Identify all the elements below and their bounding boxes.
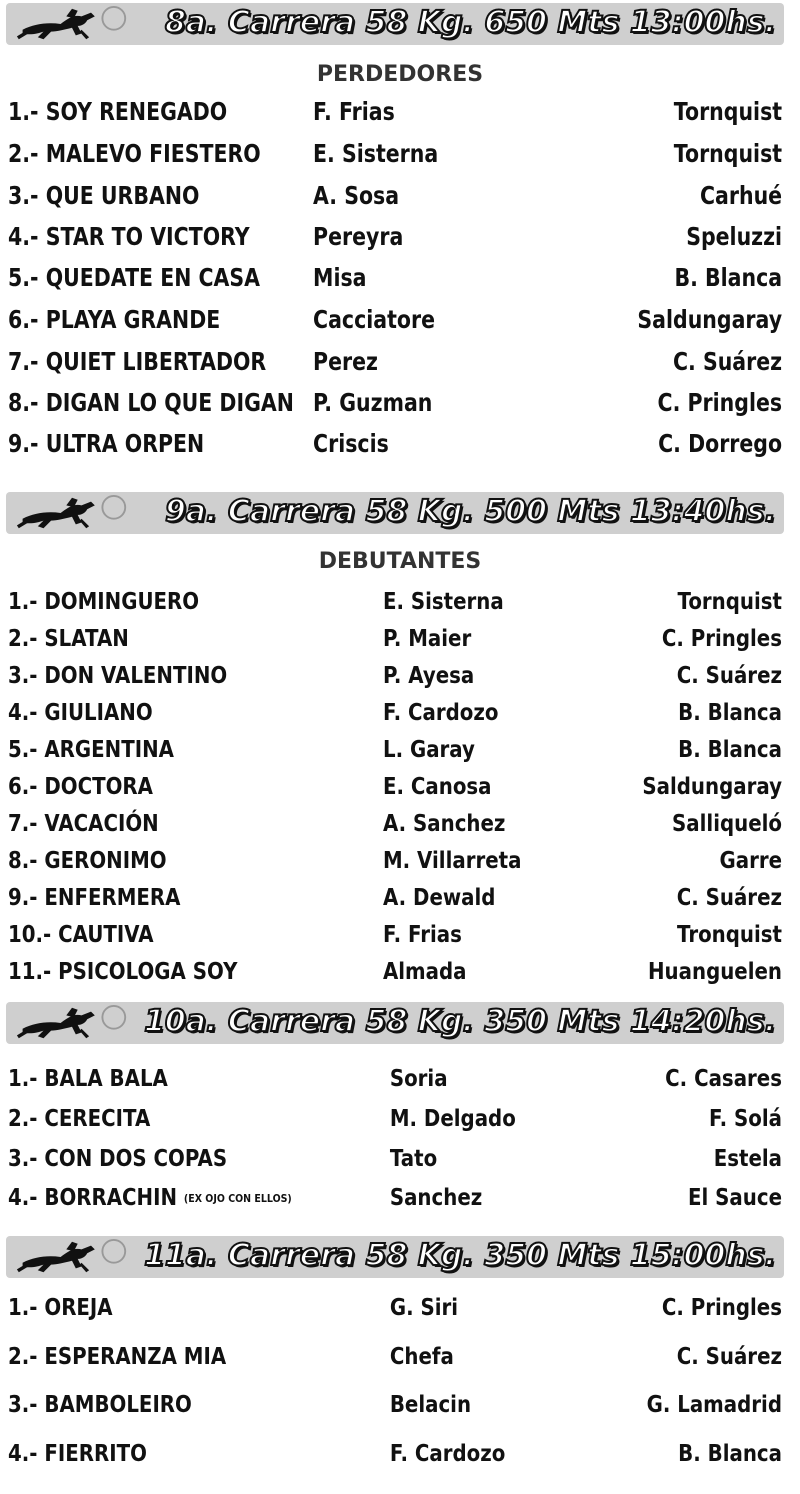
race-11-title: 11a. Carrera 58 Kg. 350 Mts 15:00hs. bbox=[144, 1238, 776, 1273]
race-8-title: 8a. Carrera 58 Kg. 650 Mts 13:00hs. bbox=[164, 5, 776, 40]
town-name: Tornquist bbox=[673, 139, 783, 168]
race-9-entry-4 bbox=[8, 700, 782, 740]
jockey-name: L. Garay bbox=[382, 737, 475, 763]
race-9-entry-7 bbox=[8, 811, 782, 851]
race-10-entry-4 bbox=[8, 1185, 782, 1225]
horse-name: 4.- GIULIANO bbox=[8, 700, 153, 726]
horse-name: 2.- SLATAN bbox=[8, 626, 129, 652]
horse-name: 1.- DOMINGUERO bbox=[8, 589, 200, 615]
town-name: C. Suárez bbox=[676, 1344, 782, 1370]
jockey-name: Almada bbox=[382, 959, 467, 985]
horse-name: 1.- BALA BALA bbox=[8, 1066, 168, 1092]
town-name: Huanguelen bbox=[648, 959, 782, 985]
jockey-name: Pereyra bbox=[313, 222, 404, 251]
horse-name: 2.- MALEVO FIESTERO bbox=[8, 139, 261, 168]
town-name: C. Pringles bbox=[661, 1295, 782, 1321]
town-name: B. Blanca bbox=[674, 263, 783, 292]
race-11-entry-3 bbox=[8, 1392, 782, 1432]
jockey-name: Criscis bbox=[313, 429, 389, 458]
race-10-title: 10a. Carrera 58 Kg. 350 Mts 14:20hs. bbox=[144, 1004, 776, 1039]
racehorse-icon bbox=[12, 494, 132, 532]
race-8-entry-5 bbox=[8, 263, 782, 303]
race-8-entry-4 bbox=[8, 222, 782, 262]
race-8-entry-9 bbox=[8, 429, 782, 469]
horse-name: 1.- SOY RENEGADO bbox=[8, 97, 228, 126]
jockey-name: P. Guzman bbox=[313, 388, 433, 417]
town-name: B. Blanca bbox=[678, 700, 782, 726]
race-11-entry-2 bbox=[8, 1344, 782, 1384]
race-9-entry-6 bbox=[8, 774, 782, 814]
town-name: C. Suárez bbox=[676, 663, 782, 689]
jockey-name: P. Ayesa bbox=[382, 663, 475, 689]
horse-name: 10.- CAUTIVA bbox=[8, 922, 154, 948]
racehorse-icon bbox=[12, 1238, 132, 1276]
race-9-entry-11 bbox=[8, 959, 782, 999]
race-11-banner bbox=[6, 1236, 784, 1278]
jockey-name: M. Delgado bbox=[389, 1106, 516, 1132]
race-8-banner bbox=[6, 3, 784, 45]
horse-name: 8.- DIGAN LO QUE DIGAN bbox=[8, 388, 294, 417]
town-name: C. Suárez bbox=[672, 347, 783, 376]
town-name: C. Casares bbox=[665, 1066, 782, 1092]
jockey-name: Misa bbox=[313, 263, 367, 292]
horse-name: 4.- FIERRITO bbox=[8, 1441, 147, 1467]
jockey-name: M. Villarreta bbox=[382, 848, 522, 874]
jockey-name: E. Sisterna bbox=[313, 139, 439, 168]
town-name: Salliqueló bbox=[672, 811, 782, 837]
horse-name: 11.- PSICOLOGA SOY bbox=[8, 959, 238, 985]
town-name: Tornquist bbox=[677, 589, 782, 615]
horse-name: 3.- DON VALENTINO bbox=[8, 663, 228, 689]
racehorse-icon bbox=[12, 1004, 132, 1042]
town-name: B. Blanca bbox=[678, 737, 782, 763]
race-11-entry-1 bbox=[8, 1295, 782, 1335]
horse-name: 9.- ULTRA ORPEN bbox=[8, 429, 205, 458]
town-name: Estela bbox=[713, 1146, 782, 1172]
horse-name: 5.- QUEDATE EN CASA bbox=[8, 263, 261, 292]
horse-name: 7.- QUIET LIBERTADOR bbox=[8, 347, 267, 376]
jockey-name: F. Frias bbox=[313, 97, 395, 126]
town-name: El Sauce bbox=[688, 1185, 782, 1211]
jockey-name: Perez bbox=[313, 347, 378, 376]
town-name: Tronquist bbox=[676, 922, 782, 948]
jockey-name: Cacciatore bbox=[313, 305, 435, 334]
horse-name: 7.- VACACIÓN bbox=[8, 811, 159, 837]
horse-name-text: 4.- BORRACHIN bbox=[8, 1185, 178, 1211]
town-name: Garre bbox=[719, 848, 782, 874]
horse-name: 3.- CON DOS COPAS bbox=[8, 1146, 228, 1172]
horse-name: 2.- ESPERANZA MIA bbox=[8, 1344, 227, 1370]
race-10-entry-1 bbox=[8, 1066, 782, 1106]
town-name: G. Lamadrid bbox=[646, 1392, 782, 1418]
jockey-name: E. Sisterna bbox=[382, 589, 504, 615]
race-9-entry-2 bbox=[8, 626, 782, 666]
jockey-name: F. Frias bbox=[382, 922, 462, 948]
horse-name: 6.- PLAYA GRANDE bbox=[8, 305, 221, 334]
horse-name: 3.- QUE URBANO bbox=[8, 181, 200, 210]
race-10-entry-3 bbox=[8, 1146, 782, 1186]
town-name: C. Pringles bbox=[661, 626, 782, 652]
racehorse-icon bbox=[12, 5, 132, 43]
race-9-entry-10 bbox=[8, 922, 782, 962]
race-9-entry-9 bbox=[8, 885, 782, 925]
race-10-entry-2 bbox=[8, 1106, 782, 1146]
jockey-name: F. Cardozo bbox=[382, 700, 499, 726]
race-8-entry-7 bbox=[8, 347, 782, 387]
town-name: C. Pringles bbox=[657, 388, 783, 417]
race-9-entry-8 bbox=[8, 848, 782, 888]
race-8-entry-3 bbox=[8, 181, 782, 221]
race-9-entry-5 bbox=[8, 737, 782, 777]
race-11-entry-4 bbox=[8, 1441, 782, 1481]
jockey-name: Soria bbox=[389, 1066, 448, 1092]
jockey-name: A. Dewald bbox=[382, 885, 496, 911]
race-8-entry-2 bbox=[8, 139, 782, 179]
horse-name: 4.- STAR TO VICTORY bbox=[8, 222, 250, 251]
town-name: F. Solá bbox=[709, 1106, 782, 1132]
town-name: C. Dorrego bbox=[658, 429, 783, 458]
race-8-entry-8 bbox=[8, 388, 782, 428]
town-name: B. Blanca bbox=[678, 1441, 782, 1467]
horse-name: 3.- BAMBOLEIRO bbox=[8, 1392, 192, 1418]
race-8-entry-6 bbox=[8, 305, 782, 345]
jockey-name: Chefa bbox=[389, 1344, 454, 1370]
horse-name: 9.- ENFERMERA bbox=[8, 885, 181, 911]
horse-name: 1.- OREJA bbox=[8, 1295, 113, 1321]
jockey-name: F. Cardozo bbox=[389, 1441, 506, 1467]
jockey-name: E. Canosa bbox=[382, 774, 492, 800]
horse-name: 2.- CERECITA bbox=[8, 1106, 151, 1132]
town-name: Tornquist bbox=[673, 97, 783, 126]
town-name: C. Suárez bbox=[676, 885, 782, 911]
race-8-entry-1 bbox=[8, 97, 782, 137]
race-9-category: DEBUTANTES bbox=[318, 549, 482, 574]
town-name: Saldungaray bbox=[642, 774, 782, 800]
town-name: Carhué bbox=[699, 181, 783, 210]
race-9-entry-3 bbox=[8, 663, 782, 703]
entry-note: (EX OJO CON ELLOS) bbox=[183, 1192, 292, 1205]
jockey-name: P. Maier bbox=[382, 626, 472, 652]
jockey-name: Sanchez bbox=[389, 1185, 483, 1211]
horse-name bbox=[8, 1185, 292, 1211]
town-name: Saldungaray bbox=[637, 305, 783, 334]
jockey-name: G. Siri bbox=[389, 1295, 459, 1321]
jockey-name: A. Sosa bbox=[313, 181, 400, 210]
jockey-name: A. Sanchez bbox=[382, 811, 506, 837]
race-9-title: 9a. Carrera 58 Kg. 500 Mts 13:40hs. bbox=[164, 494, 776, 529]
horse-name: 5.- ARGENTINA bbox=[8, 737, 174, 763]
race-10-banner bbox=[6, 1002, 784, 1044]
jockey-name: Tato bbox=[389, 1146, 438, 1172]
horse-name: 6.- DOCTORA bbox=[8, 774, 153, 800]
race-8-category: PERDEDORES bbox=[316, 62, 484, 87]
horse-name: 8.- GERONIMO bbox=[8, 848, 167, 874]
jockey-name: Belacin bbox=[389, 1392, 472, 1418]
town-name: Speluzzi bbox=[686, 222, 783, 251]
race-9-banner bbox=[6, 492, 784, 534]
race-9-entry-1 bbox=[8, 589, 782, 629]
